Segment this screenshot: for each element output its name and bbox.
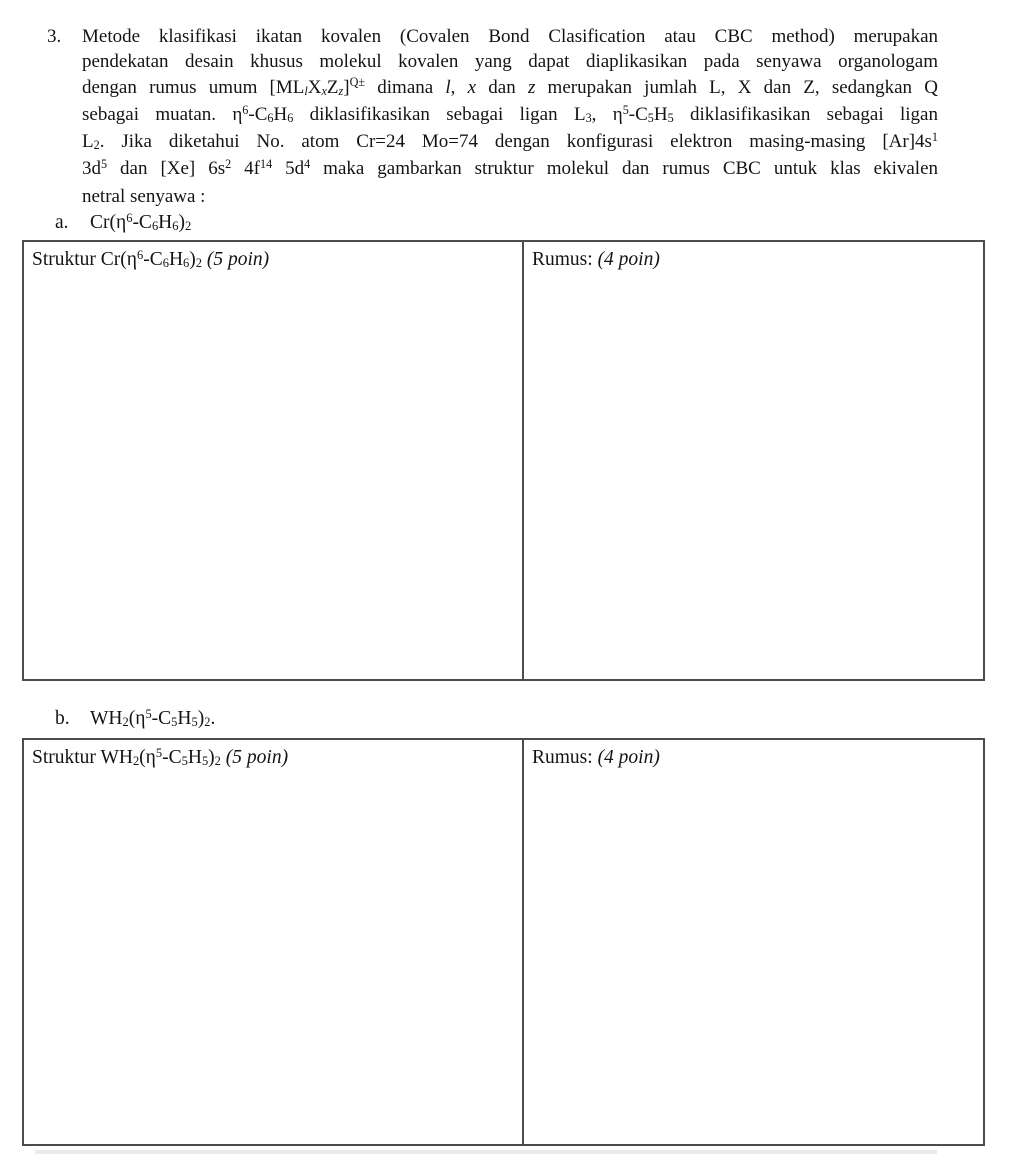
subitem-a-label: a.	[55, 212, 69, 233]
answer-table-a-struktur-cell	[24, 242, 524, 679]
question-number: 3.	[47, 26, 62, 47]
answer-table-a-rumus-header: Rumus: (4 poin)	[532, 249, 660, 270]
paragraph-line: $3d^5$ dan [Xe] $6s^2$ $4f^{14}$ $5d^4$ maka gambarkan struktur molekul dan rumus CBC untuk klas ekivalen	[82, 157, 938, 180]
answer-table-b-rumus-cell	[524, 740, 983, 1144]
subitem-b-label: b.	[55, 708, 70, 729]
paragraph-line: dengan rumus umum [MLlXxZz]$^{Q\pm}$ dimana l, x dan z merupakan jumlah L, X dan Z, sedangkan Q	[82, 75, 938, 98]
subitem-b-formula: $WH2(\eta^5-C5H5)2$.	[90, 706, 216, 730]
answer-table-b	[22, 738, 985, 1146]
paragraph-line: L2. Jika diketahui No. atom Cr=24 Mo=74 dengan konfigurasi elektron masing-masing $[Ar]4s^1$	[82, 129, 938, 153]
question-paragraph	[82, 24, 938, 209]
paragraph-line: Metode klasifikasi ikatan kovalen (Covalen Bond Clasification atau CBC method) merupakan	[82, 26, 938, 47]
answer-table-a-struktur-header: Struktur $Cr(\eta^6-C6H6)2$ (5 poin)	[32, 247, 270, 271]
page-bottom-divider	[35, 1150, 937, 1154]
paragraph-line: netral senyawa :	[82, 185, 206, 207]
paragraph-line: sebagai muatan. $\eta^6-C6H6$ diklasifikasikan sebagai ligan L3, $\eta^5-C5H5$ diklasifikasikan sebagai ligan	[82, 102, 938, 126]
answer-table-a-rumus-cell	[524, 242, 983, 679]
answer-table-b-struktur-cell	[24, 740, 524, 1144]
subitem-a-formula: $Cr(\eta^6-C6H6)2$	[90, 210, 192, 234]
answer-table-a	[22, 240, 985, 681]
paragraph-line: pendekatan desain khusus molekul kovalen yang dapat diaplikasikan pada senyawa organologam	[82, 51, 938, 73]
answer-table-b-rumus-header: Rumus: (4 poin)	[532, 747, 660, 768]
answer-table-b-struktur-header: Struktur $WH2(\eta^5-C5H5)2$ (5 poin)	[32, 745, 289, 769]
